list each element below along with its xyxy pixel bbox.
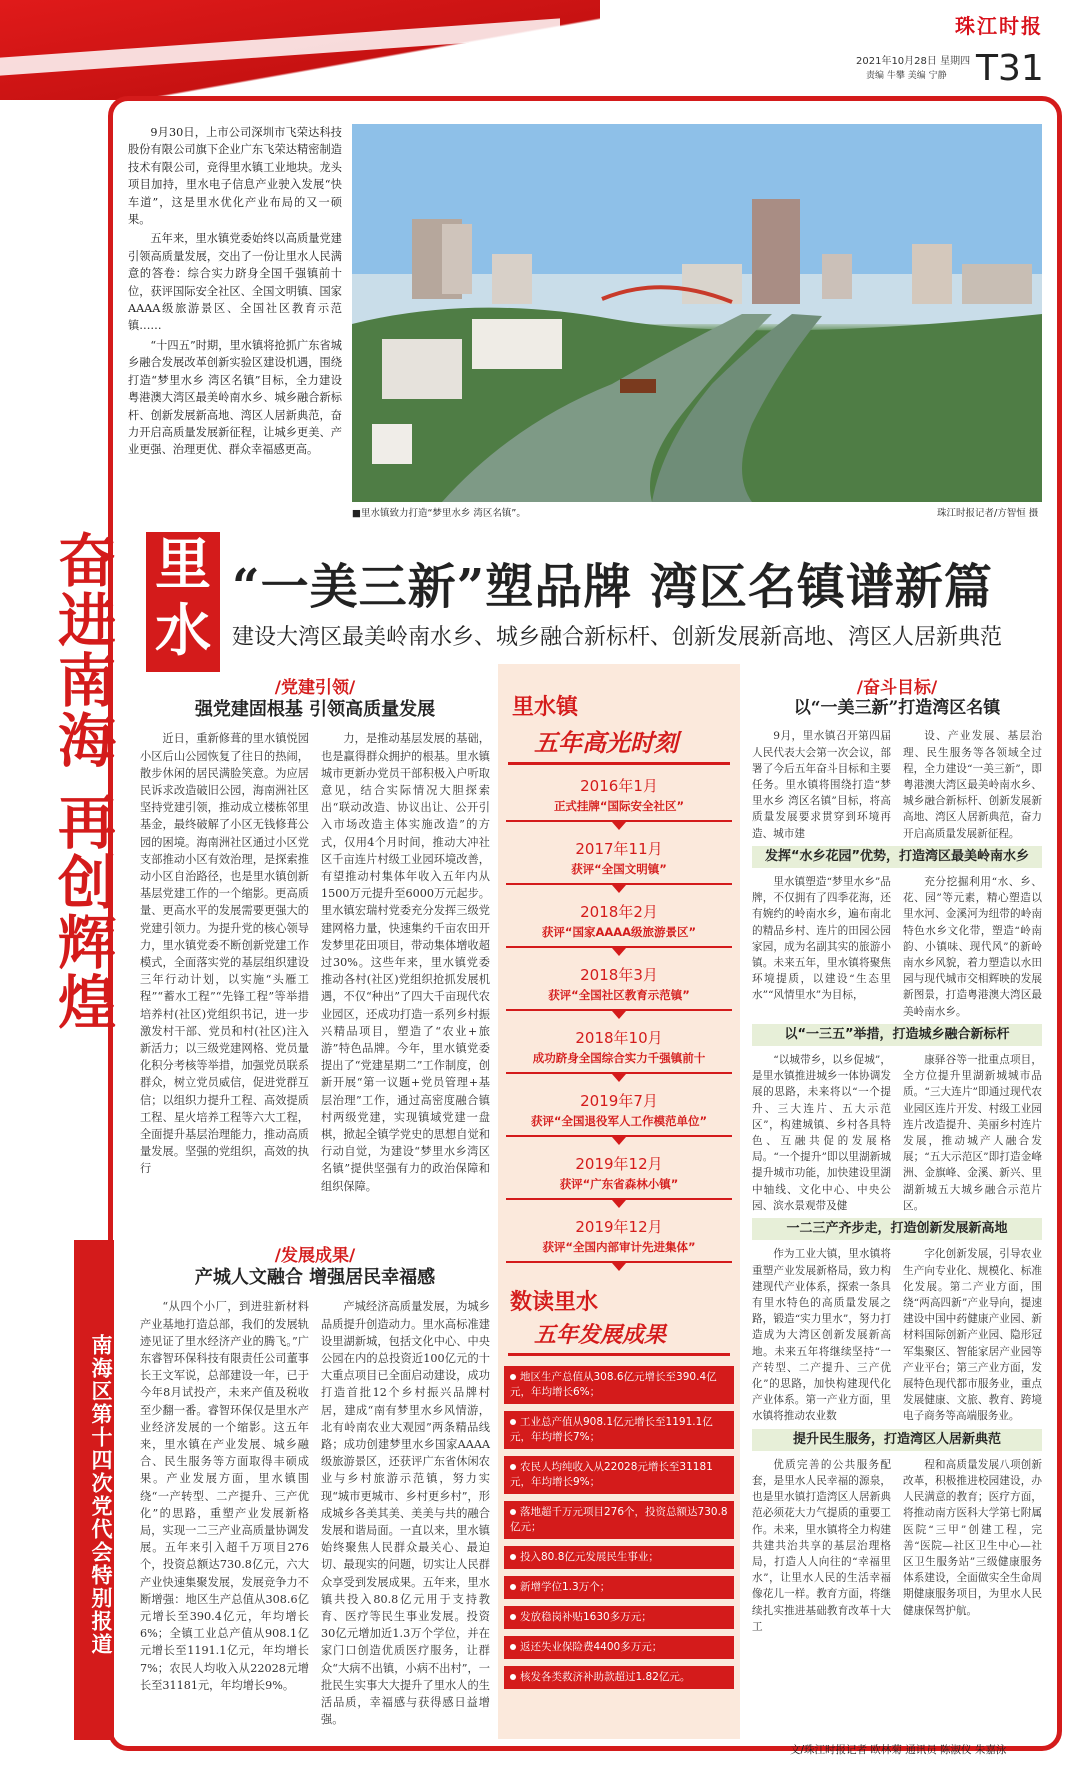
article-paragraph: “以城带乡，以乡促城”，是里水镇推进城乡一体协调发展的思路，未来将以“一个提升、三大连片、五大示范区”，构建城镇、乡村各具特色、互融共促的发展格局。“一个提升”即以里湖新城提升城市功能，加快建设里湖中轴线、文化中心、中央公园、滨水景观带及健	[752, 1054, 891, 1212]
highlights-panel	[498, 664, 740, 1739]
timeline-item	[506, 1216, 732, 1263]
subsection-heading: 一二三产齐步走，打造创新发展新高地	[752, 1218, 1042, 1240]
bullet-icon	[510, 1374, 516, 1380]
bullet-icon	[510, 1584, 516, 1590]
article-paragraph: 康驿谷等一批重点项目，全方位提升里湖新城城市品质。“三大连片”即通过现代农业园区连片开发、村级工业园连片改造提升、美丽乡村连片发展，推动城产人融合发展；“五大示范区”即打造金峰洲、金旗峰、金溪、新兴、里湖新城五大城乡融合示范片区。	[903, 1054, 1042, 1212]
stats-title: 数读里水	[510, 1289, 599, 1315]
timeline-date: 2018年2月	[580, 903, 658, 921]
stat-item: 农民人均纯收入从22028元增长至31181元，年均增长9%；	[504, 1456, 734, 1494]
party-building-section	[140, 680, 490, 1195]
article-paragraph: 程和高质量发展八项创新改革，积极推进校园建设，办人民满意的教育；医疗方面，将推动南方医科大学第七附属医院“三甲”创建工程，完善“医院—社区卫生中心—社区卫生服务站”三级健康服务体系建设，全面做实全生命周期健康服务项目，为里水人民健康保驾护航。	[903, 1458, 1042, 1617]
vertical-slogan: 奋进南海 再创辉煌	[48, 530, 116, 1033]
article-paragraph: 近日，重新修葺的里水镇悦园小区后山公园恢复了往日的热闹，散步休闲的居民满脸笑意。为应居民诉求改造破旧公园，海南洲社区坚持党建引领，推动成立楼栋邻里基金，最终破解了小区无钱修葺公园的困境。海南洲社区通过小区党支部推动小区有效治理，是探索推动小区自治路径，也是里水镇创新基层党建工作的一个缩影。更高质量、更高水平的发展需要更强大的党建引领力。为提升党的核心领导力，里水镇党委不断创新党建工作模式，全面落实党的基层组织建设三年行动计划，以实施“头雁工程”“蓄水工程”“先锋工程”等举措培养村(社区)党组织书记，进一步激发村干部、党员和村(社区)注入新活力；以三级党建网格、党员量化积分考核等举措，加强党员联系群众，树立党员威信，促进党群互信；以组织力提升工程、高效提质工程、星火培养工程等六大工程，全面提升基层治理能力，推动高质量发展。坚强的党组织，高效的执行	[140, 732, 309, 1176]
stat-item: 工业总产值从908.1亿元增长至1191.1亿元，年均增长7%；	[504, 1411, 734, 1449]
timeline-date: 2018年3月	[580, 966, 658, 984]
article-paragraph: 力，是推动基层发展的基础，也是赢得群众拥护的根基。里水镇城市更新办党员干部积极入户听取意见，结合实际情况大胆探索出“联动改造、协议出让、公开引入市场改造主体实施改造”的方式，仅用4个月时间，推动大冲社区千亩连片村级工业园环境改善，有望推动村集体年收入五年内从1500万元提升至6000万元起步。里水镇宏瑞村党委充分发挥三级党建网格力量，快速集约千亩农田开发梦里花田项目，带动集体增收超过30%。这些年来，里水镇党委推动各村(社区)党组织抢抓发展机遇，不仅“种出”了四大千亩现代农业园区，还成功打造一系列乡村振兴精品项目，塑造了“农业+旅游”特色品牌。今年，里水镇党委提出了“党建星期二”工作制度，创新开展“第一议题+党员管理+基层治理”工作，通过高密度融合镇村两级党建，实现镇域党建一盘棋，掀起全镇学党史的思想自觉和行动自觉，为建设“梦里水乡湾区名镇”提供坚强有力的政治保障和组织保障。	[321, 732, 490, 1193]
timeline-item	[506, 838, 732, 885]
stats-list	[498, 1366, 740, 1689]
photo-caption: ■里水镇致力打造“梦里水乡 湾区名镇”。	[352, 508, 526, 519]
article-paragraph: 字化创新发展，引导农业生产向专业化、规模化、标准化发展。第二产业方面，围绕“两高四新”产业导向，提速建设中国中药健康产业园、新材料国际创新产业园、隐形冠军集聚区、智能家居产业园等产业平台；第三产业方面，发展特色现代都市服务业，重点发展健康、文旅、教育、跨境电子商务等高端服务业。	[903, 1248, 1042, 1423]
stats-subtitle: 五年发展成果	[534, 1322, 667, 1348]
stat-item: 返还失业保险费4400多万元；	[504, 1636, 734, 1659]
bullet-icon	[510, 1419, 516, 1425]
article-paragraph: 里水镇塑造“梦里水乡”品牌，不仅拥有了四季花海，还有婉约的岭南水乡，遍布南北的精品乡村、连片的田园公园家园，成为名副其实的旅游小镇。未来五年，里水镇将聚焦环境提质，以建设“生态里水”“风情里水”为目标，	[752, 876, 891, 1002]
development-section	[140, 1248, 490, 1728]
timeline-text: 获评“全国社区教育示范镇”	[548, 988, 690, 1002]
timeline-text: 获评“全国退役军人工作模范单位”	[530, 1114, 708, 1128]
page-number: T31	[976, 48, 1044, 89]
timeline-item	[506, 901, 732, 948]
section-tag: /发展成果/	[274, 1246, 356, 1266]
intro-paragraph: 五年来，里水镇党委始终以高质量党建引领高质量发展，交出了一份让里水人民满意的答卷：综合实力跻身全国千强镇前十位，获评国际安全社区、全国文明镇、国家AAAA级旅游景区、全国社区教育示范镇……	[128, 232, 342, 333]
article-paragraph: 优质完善的公共服务配套，是里水人民幸福的源泉，也是里水镇打造湾区人居新典范必须花大力气提质的重要工作。未来，里水镇将全力构建共建共治共享的基层治理格局，打造人人向往的“幸福里水”，让里水人民的生活幸福像花儿一样。教育方面，将继续扎实推进基础教育改革十大工	[752, 1458, 891, 1633]
subsection-heading: 以“一三五”举措，打造城乡融合新标杆	[752, 1024, 1042, 1046]
special-report-bar: 南海区第十四次党代会特别报道	[74, 1240, 114, 1740]
stat-item: 投入80.8亿元发展民生事业；	[504, 1546, 734, 1569]
timeline-date: 2018年10月	[575, 1029, 663, 1047]
bullet-icon	[510, 1509, 516, 1515]
stat-item: 落地超千万元项目276个，投资总额达730.8亿元；	[504, 1501, 734, 1539]
subsection-heading: 提升民生服务，打造湾区人居新典范	[752, 1429, 1042, 1451]
timeline-item	[506, 1153, 732, 1200]
editors-credit: 责编 牛攀 美编 宁静	[866, 71, 947, 81]
stat-item: 发放稳岗补贴1630多万元；	[504, 1606, 734, 1629]
section-title: 产城人文融合 增强居民幸福感	[194, 1267, 436, 1289]
bullet-icon	[510, 1464, 516, 1470]
sub-headline: 建设大湾区最美岭南水乡、城乡融合新标杆、创新发展新高地、湾区人居新典范	[232, 625, 1003, 650]
river-town-photo	[352, 124, 1042, 502]
stat-item: 新增学位1.3万个；	[504, 1576, 734, 1599]
timeline-date: 2016年1月	[580, 777, 658, 795]
article-paragraph: 作为工业大镇，里水镇将重塑产业发展新格局，致力构建现代产业体系，探索一条具有里水特色的高质量发展之路，锻造“实力里水”，努力打造成为大湾区创新发展新高地。未来五年将继续坚持“一产转型、二产提升、三产优化”的思路，加快构建现代化产业体系。第一产业方面，里水镇将推动农业数	[752, 1248, 891, 1423]
timeline-title: 里水镇	[512, 694, 579, 720]
stat-item: 核发各类救济补助款超过1.82亿元。	[504, 1666, 734, 1689]
timeline-text: 获评“广东省森林小镇”	[559, 1177, 679, 1191]
intro-text	[128, 124, 342, 461]
timeline	[498, 775, 740, 1263]
bullet-icon	[510, 1614, 516, 1620]
timeline-text: 获评“全国内部审计先进集体”	[542, 1240, 696, 1254]
article-paragraph: “从四个小厂，到进驻新材料产业基地打造总部，我们的发展轨迹见证了里水经济产业的腾飞。”广东睿智环保科技有限责任公司董事长王文军说，总部建设一年，已于今年8月试投产，未来产值及税收至少翻一番。睿智环保仅是里水产业经济发展的一个缩影。这五年来，里水镇在产业发展、城乡融合、民生服务等方面取得丰硕成果。产业发展方面，里水镇围绕“一产转型、二产提升、三产优化”的思路，重塑产业发展新格局，实现一二三产业高质量协调发展。五年来引入超千万项目276个，投资总额达730.8亿元，六大产业快速集聚发展，发展竞争力不断增强：地区生产总值从308.6亿元增长至390.4亿元，年均增长6%；全镇工业总产值从908.1亿元增长至1191.1亿元，年均增长7%；农民人均收入从22028元增长至31181元，年均增长9%。	[140, 1300, 309, 1692]
timeline-text: 获评“全国文明镇”	[571, 862, 667, 876]
section-title: 强党建固根基 引领高质量发展	[194, 699, 436, 721]
subsection-heading: 发挥“水乡花园”优势，打造湾区最美岭南水乡	[752, 846, 1042, 868]
intro-paragraph: 9月30日，上市公司深圳市飞荣达科技股份有限公司旗下企业广东飞荣达精密制造技术有限公司，竞得里水镇工业地块。龙头项目加持，里水电子信息产业驶入发展“快车道”，这是里水优化产业布局的又一硕果。	[128, 126, 342, 227]
article-paragraph: 充分挖掘利用“水、乡、花、园”等元素，精心塑造以里水河、金溪河为纽带的岭南特色水乡文化带，塑造“岭南韵、小镇味、现代风”的新岭南水乡风貌，着力塑造以水田园与现代城市交相辉映的发展新图景，打造粤港澳大湾区最美岭南水乡。	[903, 876, 1042, 1018]
timeline-item	[506, 775, 732, 822]
article-paragraph: 9月，里水镇召开第四届人民代表大会第一次会议，部署了今后五年奋斗目标和主要任务。里水镇将围绕打造“梦里水乡 湾区名镇”目标，将高质量发展要求贯穿到环境再造、城市建	[752, 730, 891, 840]
timeline-text: 获评“国家AAAA级旅游景区”	[541, 925, 697, 939]
section-tag: /党建引领/	[274, 678, 356, 698]
section-title: 以“一美三新”打造湾区名镇	[793, 698, 1001, 719]
section-tag: /奋斗目标/	[856, 678, 938, 698]
timeline-date: 2019年7月	[580, 1092, 658, 1110]
article-paragraph: 产城经济高质量发展，为城乡品质提升创造动力。里水高标准建设里湖新城，包括文化中心、中央公园在内的总投资近100亿元的十大重点项目已全面启动建设，成功打造首批12个乡村振兴品牌村居，建成“南有梦里水乡风情游，北有岭南农业大观园”两条精品线路；成功创建梦里水乡国家AAAA级旅游景区，还获评广东省休闲农业与乡村旅游示范镇，努力实现“城市更城市、乡村更乡村”，形成城乡各美其美、美美与共的融合发展和谐局面。一直以来，里水镇始终聚焦人民群众最关心、最迫切、最现实的问题，切实让人民群众享受到发展成果。五年来，里水镇共投入80.8亿元用于支持教育、医疗等民生事业发展。投资30亿元增加近1.3万个学位，并在家门口创造优质医疗服务，让群众“大病不出镇，小病不出村”，一批民生实事大大提升了里水人的生活品质，幸福感与获得感日益增强。	[321, 1300, 490, 1727]
byline: 文/珠江时报记者 欧林菊 通讯员 陈淑仪 朱嘉泳	[790, 1744, 1007, 1756]
timeline-text: 正式挂牌“国际安全社区”	[553, 799, 685, 813]
issue-date: 2021年10月28日 星期四	[856, 56, 971, 67]
bullet-icon	[510, 1674, 516, 1680]
photo-credit: 珠江时报记者/方智恒 摄	[937, 508, 1039, 519]
timeline-date: 2019年12月	[575, 1218, 663, 1236]
timeline-date: 2019年12月	[575, 1155, 663, 1173]
stat-item: 地区生产总值从308.6亿元增长至390.4亿元，年均增长6%；	[504, 1366, 734, 1404]
divider	[508, 1353, 730, 1356]
timeline-subtitle: 五年高光时刻	[534, 728, 678, 757]
main-headline: “一美三新”塑品牌 湾区名镇谱新篇	[232, 559, 993, 615]
bullet-icon	[510, 1554, 516, 1560]
goals-section	[752, 680, 1042, 1635]
intro-paragraph: “十四五”时期，里水镇将抢抓广东省城乡融合发展改革创新实验区建设机遇，围绕打造“梦里水乡 湾区名镇”目标，全力建设粤港澳大湾区最美岭南水乡、城乡融合新标杆、创新发展新高地、湾区人居新典范，奋力开启高质量发展新征程，让城乡更美、产业更强、治理更优、群众幸福感更高。	[128, 338, 342, 457]
bullet-icon	[510, 1644, 516, 1650]
timeline-date: 2017年11月	[575, 840, 663, 858]
masthead-logo: 珠江时报	[955, 14, 1043, 38]
divider	[508, 762, 730, 765]
timeline-item	[506, 964, 732, 1011]
timeline-item	[506, 1090, 732, 1137]
timeline-text: 成功跻身全国综合实力千强镇前十	[532, 1051, 706, 1065]
article-paragraph: 设、产业发展、基层治理、民生服务等各领域全过程，全力建设“一美三新”，即粤港澳大湾区最美岭南水乡、城乡融合新标杆、创新发展新高地、湾区人居新典范，奋力开启高质量发展新征程。	[903, 730, 1042, 840]
timeline-item	[506, 1027, 732, 1074]
header-red-band	[0, 0, 600, 100]
lishui-tag: 里水	[146, 532, 220, 672]
